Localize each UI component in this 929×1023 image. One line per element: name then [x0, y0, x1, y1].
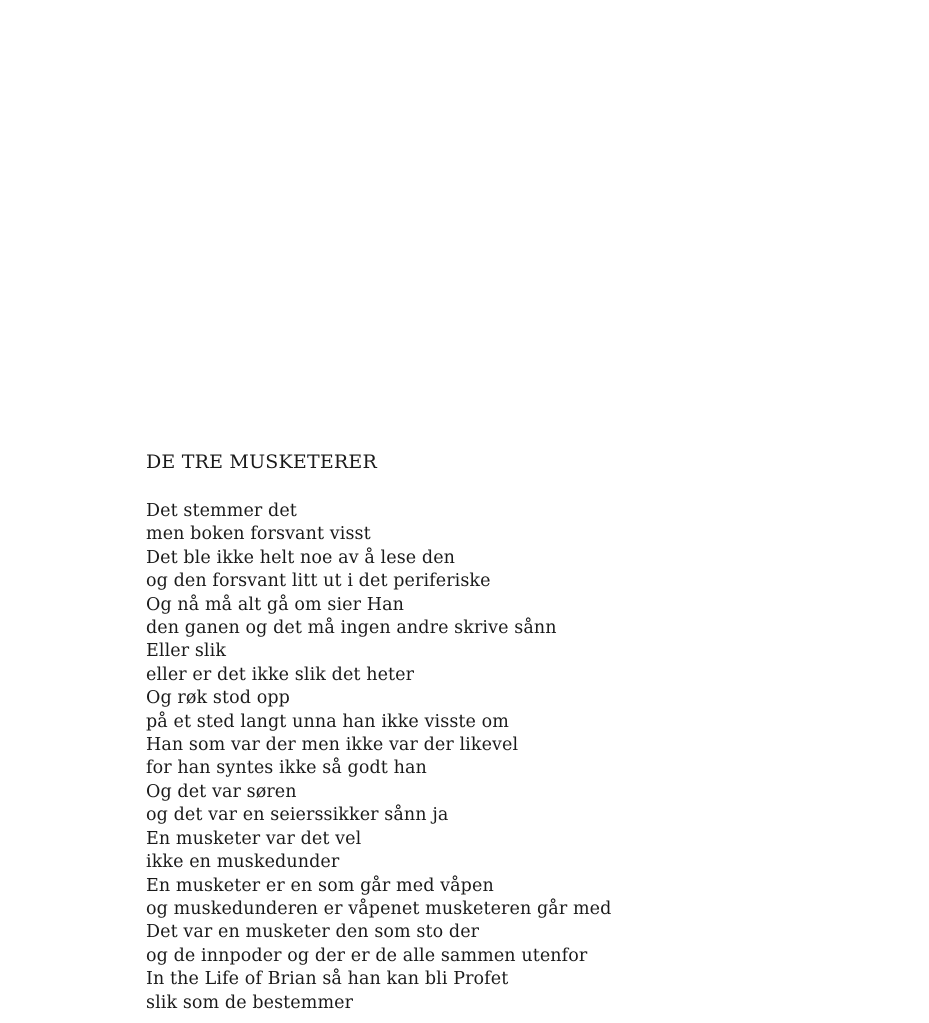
poem-line: Han som var der men ikke var der likevel	[146, 735, 519, 756]
poem-line: og muskedunderen er våpenet musketeren går med	[146, 898, 612, 919]
poem-line: Det ble ikke helt noe av å lese den	[146, 547, 456, 568]
poem-line: Det stemmer det	[146, 501, 297, 521]
poem-line: og den forsvant litt ut i det periferiske	[146, 571, 491, 592]
poem-line: den ganen og det må ingen andre skrive sånn	[146, 618, 557, 639]
poem	[146, 448, 886, 1015]
poem-line: Og røk stod opp	[146, 688, 290, 709]
poem-line: for han syntes ikke så godt han	[146, 758, 427, 779]
poem-line: men boken forsvant visst	[146, 524, 371, 545]
poem-body	[146, 500, 886, 1015]
poem-line: Og det var søren	[146, 781, 297, 802]
poem-line: ikke en muskedunder	[146, 852, 340, 873]
poem-line: Det var en musketer den som sto der	[146, 922, 480, 943]
poem-line: slik som de bestemmer	[146, 992, 354, 1013]
poem-line: En musketer var det vel	[146, 828, 362, 849]
poem-line: In the Life of Brian så han kan bli Profet	[146, 969, 509, 990]
poem-line: og det var en seierssikker sånn ja	[146, 805, 449, 826]
poem-line: og de innpoder og der er de alle sammen utenfor	[146, 945, 588, 966]
poem-line: Eller slik	[146, 641, 227, 662]
poem-title: DE TRE MUSKETERER	[146, 451, 378, 473]
poem-line: Og nå må alt gå om sier Han	[146, 594, 405, 615]
poem-line: eller er det ikke slik det heter	[146, 664, 415, 685]
poem-line: En musketer er en som går med våpen	[146, 875, 494, 896]
poem-line: på et sted langt unna han ikke visste om	[146, 711, 509, 732]
